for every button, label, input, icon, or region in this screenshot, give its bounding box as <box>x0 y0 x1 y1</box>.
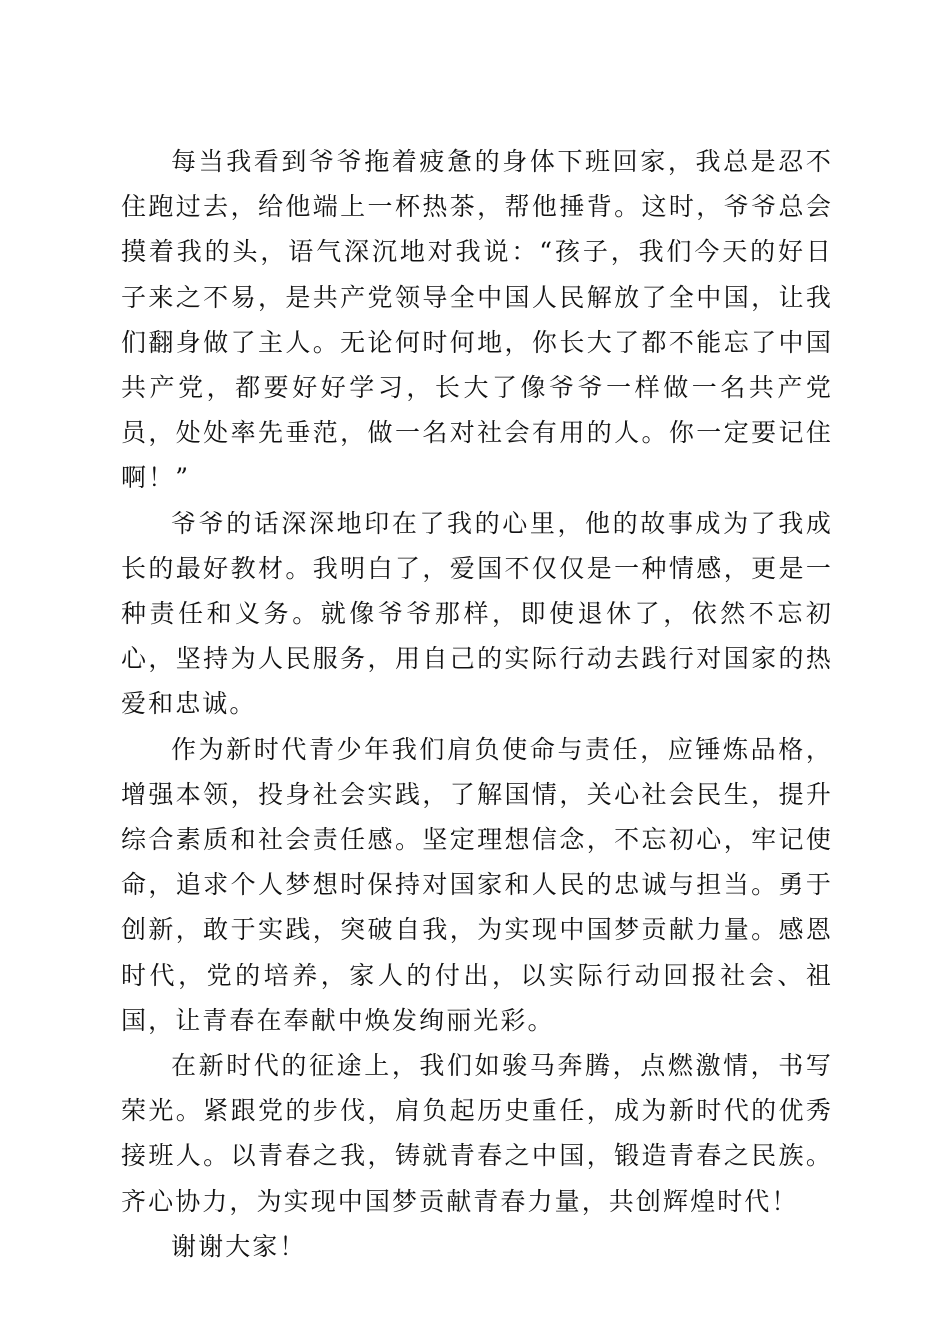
paragraph-new-era: 在新时代的征途上，我们如骏马奔腾，点燃激情，书写荣光。紧跟党的步伐，肩负起历史重任，成为新时代的优秀接班人。以青春之我，铸就青春之中国，锻造青春之民族。齐心协力，为实现中国梦贡献青春力量，共创辉煌时代！ <box>121 1051 833 1216</box>
paragraph-grandfather-words: 每当我看到爷爷拖着疲惫的身体下班回家，我总是忍不住跑过去，给他端上一杯热茶，帮他捶背。这时，爷爷总会摸着我的头，语气深沉地对我说：“孩子，我们今天的好日子来之不易，是共产党领导全中国人民解放了全中国，让我们翻身做了主人。无论何时何地，你长大了都不能忘了中国共产党，都要好好学习，长大了像爷爷一样做一名共产党员，处处率先垂范，做一名对社会有用的人。你一定要记住啊！” <box>121 147 833 493</box>
paragraph-thanks: 谢谢大家！ <box>171 1231 307 1261</box>
paragraph-youth-responsibility: 作为新时代青少年我们肩负使命与责任，应锤炼品格，增强本领，投身社会实践，了解国情，关心社会民生，提升综合素质和社会责任感。坚定理想信念，不忘初心，牢记使命，追求个人梦想时保持对国家和人民的忠诚与担当。勇于创新，敢于实践，突破自我，为实现中国梦贡献力量。感恩时代，党的培养，家人的付出，以实际行动回报社会、祖国，让青春在奉献中焕发绚丽光彩。 <box>121 734 833 1035</box>
document-body <box>121 139 833 1269</box>
paragraph-lesson-learned: 爷爷的话深深地印在了我的心里，他的故事成为了我成长的最好教材。我明白了，爱国不仅仅是一种情感，更是一种责任和义务。就像爷爷那样，即使退休了，依然不忘初心，坚持为人民服务，用自己的实际行动去践行对国家的热爱和忠诚。 <box>121 508 833 719</box>
